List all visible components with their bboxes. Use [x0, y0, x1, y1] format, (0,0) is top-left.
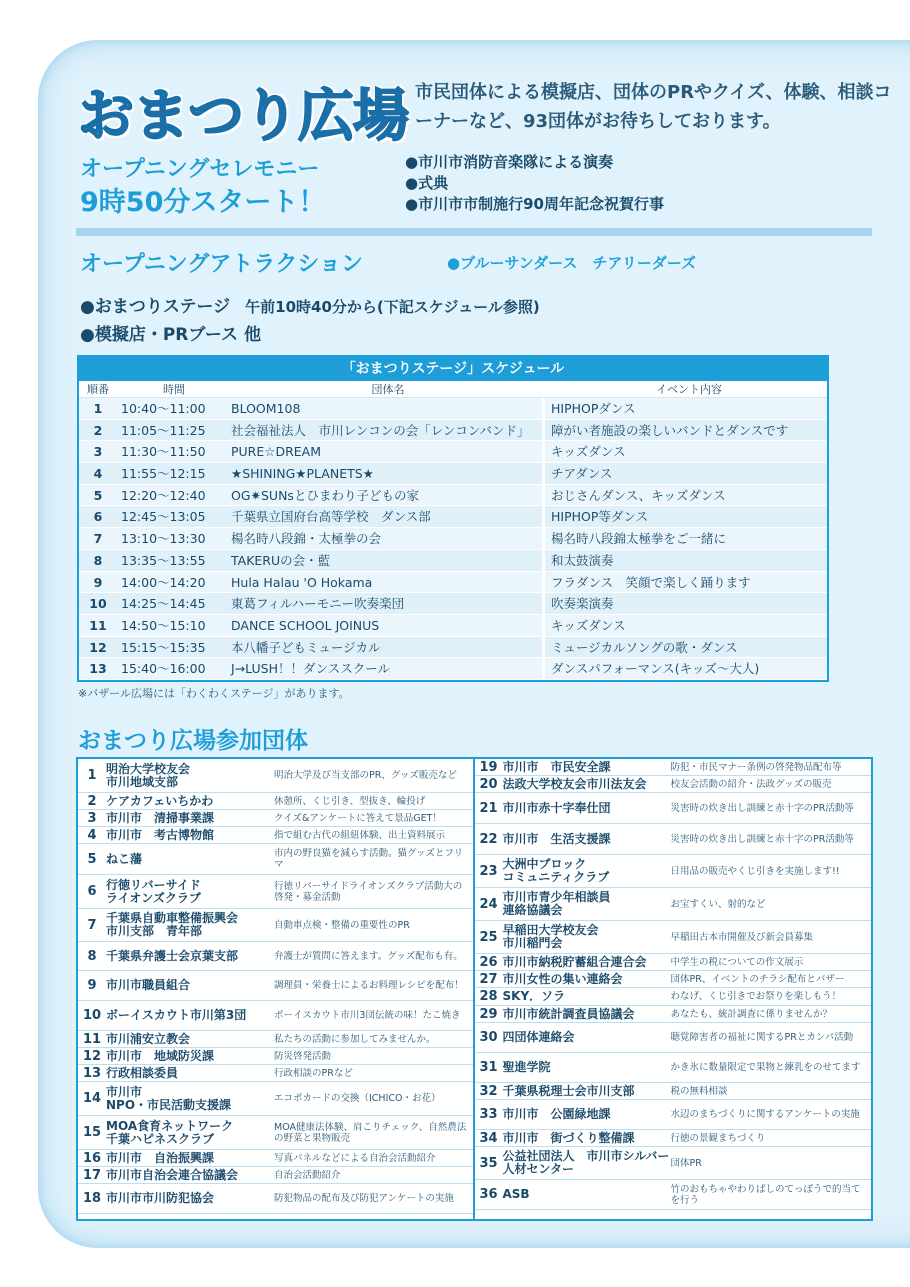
participant-name: 市川市青少年相談員 連絡協議会 — [502, 890, 611, 917]
participant-row — [78, 1065, 473, 1082]
schedule-note: ※バザール広場には「わくわくステージ」があります。 — [78, 687, 350, 700]
schedule-no: 7 — [93, 531, 103, 547]
participant-name: 市川市職員組合 — [106, 978, 191, 992]
schedule-group: 楊名時八段錦・太極拳の会 — [227, 528, 545, 549]
participant-name: 行政相談委員 — [106, 1065, 179, 1080]
participant-row — [475, 1130, 872, 1147]
participant-desc: 日用品の販売やくじ引きを実施します!! — [670, 865, 840, 877]
participant-name: MOA食育ネットワーク 千葉ハピネスクラブ — [106, 1118, 234, 1146]
schedule-group: OG✷SUNsとひまわり子どもの家 — [227, 485, 545, 506]
participant-no: 29 — [479, 1006, 498, 1022]
participant-no: 10 — [82, 1008, 102, 1023]
schedule-group: 千葉県立国府台高等学校 ダンス部 — [227, 506, 545, 527]
participant-no: 35 — [479, 1155, 498, 1171]
schedule-no: 5 — [93, 487, 103, 503]
schedule-event: チアダンス — [551, 466, 613, 482]
participant-no: 11 — [82, 1031, 102, 1047]
schedule-table — [77, 355, 829, 682]
schedule-row — [79, 420, 827, 442]
participant-no: 12 — [82, 1048, 102, 1064]
participant-desc: 税の無料相談 — [670, 1085, 728, 1097]
participant-no: 17 — [82, 1167, 102, 1183]
participant-no: 3 — [87, 810, 97, 826]
section-divider — [76, 228, 872, 236]
participant-name: 市川市納税貯蓄組合連合会 — [502, 954, 647, 969]
participant-no: 7 — [87, 917, 97, 933]
schedule-time: 13:10～13:30 — [121, 531, 206, 547]
schedule-rows — [79, 398, 827, 680]
schedule-row — [79, 658, 827, 680]
schedule-time: 14:25～14:45 — [121, 596, 206, 612]
schedule-row — [79, 463, 827, 485]
participant-no: 28 — [479, 989, 498, 1004]
schedule-group: ★SHINING★PLANETS★ — [227, 463, 545, 484]
participant-row — [78, 942, 473, 971]
schedule-group: PURE☆DREAM — [227, 441, 545, 462]
participant-no: 21 — [479, 800, 498, 816]
ceremony-time: 9時50分スタート！ — [80, 187, 326, 218]
participant-no: 24 — [479, 896, 498, 912]
participant-desc: 防災啓発活動 — [274, 1050, 332, 1062]
participant-row — [78, 1048, 473, 1065]
schedule-group: Hula Halau 'O Hokama — [227, 572, 545, 593]
participant-name: 市川女性の集い連絡会 — [502, 971, 623, 986]
participant-row — [475, 759, 872, 776]
participant-row — [475, 1147, 872, 1180]
participant-name: 公益社団法人 市川市シルバー人材センター — [502, 1149, 670, 1176]
participant-name: 市川市赤十字奉仕団 — [502, 800, 611, 815]
participant-row — [78, 875, 473, 909]
participant-desc: 水辺のまちづくりに関するアンケートの実施 — [670, 1109, 860, 1120]
ceremony-list — [405, 152, 664, 215]
participant-desc: 団体PR、イベントのチラシ配布とバザー — [670, 973, 845, 985]
schedule-no: 13 — [89, 661, 107, 677]
schedule-time: 12:45～13:05 — [121, 509, 206, 525]
participant-no: 9 — [87, 978, 97, 993]
participant-no: 2 — [87, 793, 97, 809]
participant-name: 市川市 自治振興課 — [106, 1150, 215, 1165]
participant-name: 千葉県税理士会市川支部 — [502, 1083, 635, 1098]
participant-no: 20 — [479, 776, 498, 792]
participant-desc: 休憩所、くじ引き、型抜き、輪投げ — [274, 795, 426, 807]
participant-desc: 行徳リバーサイドライオンズクラブ活動大の啓発・募金活動 — [274, 880, 463, 903]
participant-desc: 自動車点検・整備の重要性のPR — [274, 919, 410, 931]
participant-desc: ボーイスカウト市川3団伝統の味！たこ焼き — [274, 1010, 461, 1021]
participant-name: 行徳リバーサイド ライオンズクラブ — [106, 877, 201, 905]
participant-name: ケアカフェいちかわ — [106, 793, 214, 808]
schedule-no: 12 — [89, 639, 107, 655]
participants-left-column — [78, 759, 475, 1219]
schedule-group: DANCE SCHOOL JOINUS — [227, 615, 545, 636]
schedule-time: 11:55～12:15 — [121, 466, 206, 482]
schedule-group: 本八幡子どもミュージカル — [227, 637, 545, 658]
col-header-event: イベント内容 — [656, 383, 722, 396]
participant-no: 34 — [479, 1130, 498, 1146]
participant-desc: 防犯・市民マナー条例の啓発物品配布等 — [670, 761, 842, 773]
schedule-event: ダンスパフォーマンス(キッズ～大人) — [551, 661, 760, 677]
participant-name: 市川市 街づくり整備課 — [502, 1130, 635, 1145]
intro-text: 市民団体による模擬店、団体のPRやクイズ、体験、相談コーナーなど、93団体がお待ちしております。 — [415, 82, 892, 132]
participant-name: 市川浦安立教会 — [106, 1031, 191, 1046]
schedule-no: 1 — [93, 401, 103, 416]
participant-name: 明治大学校友会 市川地域支部 — [106, 761, 191, 789]
participant-name: 法政大学校友会市川法友会 — [502, 776, 647, 791]
schedule-row — [79, 572, 827, 594]
participant-desc: 写真パネルなどによる自治会活動紹介 — [274, 1152, 436, 1164]
schedule-time: 14:50～15:10 — [121, 617, 206, 633]
participant-desc: 調理員・栄養士によるお料理レシピを配布！ — [274, 980, 464, 991]
participant-name: 市川市 考古博物館 — [106, 827, 215, 842]
participant-row — [78, 844, 473, 875]
participant-row — [475, 793, 872, 824]
participant-name: ねこ藩 — [106, 851, 143, 866]
participant-desc: 行政相談のPRなど — [274, 1067, 353, 1079]
participant-no: 4 — [87, 827, 97, 843]
participant-no: 30 — [479, 1030, 498, 1045]
schedule-group: J→LUSH！！ダンススクール — [227, 658, 545, 679]
ceremony-title: オープニングセレモニー — [80, 157, 320, 182]
schedule-header-row — [79, 381, 827, 398]
page-title: おまつり広場 — [78, 84, 408, 149]
schedule-row — [79, 593, 827, 615]
participant-desc: クイズ&アンケートに答えて景品GET！ — [274, 812, 442, 824]
schedule-time: 11:05～11:25 — [121, 422, 206, 438]
participant-no: 15 — [82, 1125, 102, 1140]
schedule-group: 東葛フィルハーモニー吹奏楽団 — [227, 593, 545, 614]
participant-desc: 団体PR — [670, 1157, 702, 1169]
participant-desc: 聴覚障害者の福祉に関するPRとカンパ活動 — [670, 1032, 854, 1043]
participant-row — [475, 824, 872, 855]
participant-no: 18 — [82, 1191, 102, 1206]
schedule-no: 8 — [93, 552, 103, 568]
participant-desc: 災害時の炊き出し訓練と赤十字のPR活動等 — [670, 833, 854, 845]
participant-name: 聖進学院 — [502, 1060, 551, 1074]
participant-desc: 自治会活動紹介 — [274, 1169, 341, 1181]
schedule-no: 2 — [93, 422, 103, 438]
participant-no: 32 — [479, 1083, 498, 1099]
participant-desc: わなげ、くじ引きでお祭りを楽しもう！ — [670, 991, 842, 1002]
participant-desc: お宝すくい、射的など — [670, 898, 766, 910]
participant-no: 23 — [479, 863, 498, 879]
participant-no: 16 — [82, 1150, 102, 1166]
participant-row — [475, 1023, 872, 1053]
col-header-group: 団体名 — [371, 383, 405, 396]
ceremony-item: ●式典 — [405, 174, 449, 192]
participant-name: 市川市 地域防災課 — [106, 1048, 215, 1063]
participant-row — [78, 1031, 473, 1048]
schedule-event: キッズダンス — [551, 617, 626, 633]
participant-row — [475, 971, 872, 988]
participant-name: 市川市 NPO・市民活動支援課 — [106, 1084, 232, 1112]
ceremony-item: ●市川市市制施行90周年記念祝賀行事 — [405, 195, 664, 213]
participant-desc: 校友会活動の紹介・法政グッズの販売 — [670, 778, 832, 790]
participant-name: 四団体連絡会 — [502, 1030, 575, 1044]
participant-row — [78, 810, 473, 827]
participant-no: 33 — [479, 1107, 498, 1122]
participant-name: ASB — [502, 1187, 530, 1201]
participant-row — [78, 1001, 473, 1031]
participant-row — [475, 776, 872, 793]
participant-name: ボーイスカウト市川第3団 — [106, 1008, 247, 1022]
attraction-sub: ●ブルーサンダース チアリーダーズ — [447, 254, 697, 272]
participant-name: 市川市自治会連合協議会 — [106, 1167, 239, 1182]
participant-no: 31 — [479, 1060, 498, 1075]
participants-title: おまつり広場参加団体 — [78, 728, 308, 754]
participant-no: 8 — [87, 948, 97, 964]
schedule-time: 14:00～14:20 — [121, 574, 206, 590]
schedule-row — [79, 398, 827, 420]
participant-name: 早稲田大学校友会 市川稲門会 — [502, 923, 599, 950]
schedule-row — [79, 441, 827, 463]
participants-table — [76, 757, 873, 1221]
participant-row — [475, 921, 872, 954]
schedule-event: 吹奏楽演奏 — [551, 596, 614, 612]
participant-desc: 行徳の景観まちづくり — [670, 1132, 766, 1144]
schedule-event: 和太鼓演奏 — [551, 552, 614, 568]
schedule-event: おじさんダンス、キッズダンス — [551, 487, 726, 503]
participant-row — [475, 988, 872, 1006]
participant-row — [78, 1116, 473, 1150]
participant-desc: 防犯物品の配布及び防犯アンケートの実施 — [274, 1193, 454, 1204]
participant-row — [78, 1167, 473, 1184]
participant-desc: 指で組む古代の組紐体験、出土資料展示 — [274, 829, 446, 841]
participant-name: 市川市 公園緑地課 — [502, 1107, 611, 1121]
participant-name: 大洲中ブロック コミュニティクラブ — [502, 857, 610, 884]
participant-desc: 中学生の税についての作文展示 — [670, 956, 804, 968]
participant-row — [78, 1184, 473, 1214]
schedule-group: BLOOM108 — [227, 398, 545, 419]
schedule-no: 3 — [93, 444, 103, 460]
participant-no: 19 — [479, 759, 498, 775]
schedule-time: 15:40～16:00 — [121, 661, 206, 677]
participant-desc: かき氷に数量限定で果物と練乳をのせてます — [670, 1062, 861, 1073]
schedule-row — [79, 528, 827, 550]
stage-line-sub: 午前10時40分から(下記スケジュール参照) — [230, 298, 540, 316]
schedule-event: キッズダンス — [551, 444, 626, 460]
participant-desc: 竹のおもちゃやわりばしのてっぽうで的当てを行う — [670, 1183, 861, 1206]
schedule-event: ミュージカルソングの歌・ダンス — [551, 639, 738, 655]
participant-no: 27 — [479, 971, 498, 987]
participant-no: 14 — [82, 1091, 102, 1106]
schedule-no: 11 — [89, 617, 107, 633]
attraction-title: オープニングアトラクション — [80, 252, 363, 277]
participant-row — [78, 971, 473, 1001]
participant-name: 市川市市川防犯協会 — [106, 1191, 215, 1205]
participant-desc: 早稲田古本市開催及び新会員募集 — [670, 931, 814, 943]
participant-row — [475, 1083, 872, 1100]
participant-row — [78, 827, 473, 844]
participant-desc: 私たちの活動に参加してみませんか。 — [274, 1033, 436, 1045]
participant-no: 22 — [479, 831, 498, 847]
participant-name: 千葉県弁護士会京葉支部 — [106, 948, 239, 963]
participant-no: 13 — [82, 1065, 102, 1081]
participant-row — [475, 954, 872, 971]
participant-desc: 災害時の炊き出し訓練と赤十字のPR活動等 — [670, 802, 854, 814]
participant-name: 市川市 清掃事業課 — [106, 810, 215, 825]
schedule-group: TAKERUの会・藍 — [227, 550, 545, 571]
participant-row — [475, 855, 872, 888]
participant-row — [78, 909, 473, 942]
participant-row — [475, 1053, 872, 1083]
schedule-no: 10 — [89, 596, 107, 612]
ceremony-item: ●市川市消防音楽隊による演奏 — [405, 153, 614, 171]
participant-row — [78, 1082, 473, 1116]
schedule-row — [79, 550, 827, 572]
schedule-event: HIPHOPダンス — [551, 401, 636, 416]
schedule-time: 12:20～12:40 — [121, 487, 206, 503]
participant-row — [475, 1006, 872, 1023]
participant-no: 1 — [87, 768, 97, 783]
schedule-time: 10:40～11:00 — [121, 401, 206, 416]
participant-no: 6 — [87, 884, 97, 899]
stage-line — [80, 292, 540, 317]
participant-row — [78, 759, 473, 793]
participant-no: 5 — [87, 851, 97, 867]
participant-desc: 市内の野良猫を減らす活動。猫グッズとフリマ — [274, 848, 464, 870]
schedule-row — [79, 506, 827, 528]
participant-desc: 明治大学及び当支部のPR、グッズ販売など — [274, 770, 457, 781]
participant-no: 25 — [479, 929, 498, 945]
stage-line-main: ●おまつりステージ — [80, 297, 231, 317]
participant-name: 千葉県自動車整備振興会 市川支部 青年部 — [106, 911, 239, 938]
participant-row — [78, 1150, 473, 1167]
schedule-time: 11:30～11:50 — [121, 444, 206, 460]
schedule-no: 4 — [93, 466, 103, 482]
participant-desc: 弁護士が質問に答えます。グッズ配布も有。 — [274, 950, 463, 962]
participant-name: 市川市統計調査員協議会 — [502, 1006, 635, 1021]
participant-name: SKY．ソラ — [502, 989, 566, 1003]
schedule-group: 社会福祉法人 市川レンコンの会「レンコンバンド」 — [227, 420, 545, 441]
participant-row — [475, 1180, 872, 1210]
participants-right-column — [475, 759, 872, 1219]
col-header-no: 順番 — [87, 383, 109, 396]
participant-desc: MOA健康法体験、肩こりチェック、自然農法の野菜と果物販売 — [274, 1121, 467, 1144]
schedule-no: 6 — [93, 509, 103, 525]
participant-row — [475, 888, 872, 921]
participant-row — [475, 1100, 872, 1130]
schedule-event: 障がい者施設の楽しいバンドとダンスです — [551, 422, 789, 438]
col-header-time: 時間 — [163, 383, 185, 396]
participant-row — [78, 793, 473, 810]
schedule-row — [79, 637, 827, 659]
shop-line: ●模擬店・PRブース 他 — [80, 325, 261, 345]
participant-desc: あなたも、統計調査に係りませんか？ — [670, 1008, 833, 1020]
schedule-time: 15:15～15:35 — [121, 639, 206, 655]
schedule-row — [79, 485, 827, 507]
participant-no: 36 — [479, 1187, 498, 1202]
participant-name: 市川市 生活支援課 — [502, 831, 611, 846]
schedule-event: 楊名時八段錦太極拳をご一緒に — [551, 531, 727, 547]
schedule-row — [79, 615, 827, 637]
participant-name: 市川市 市民安全課 — [502, 759, 611, 774]
participant-no: 26 — [479, 954, 498, 970]
participant-desc: エコポカードの交換（ICHICO・お花） — [274, 1093, 441, 1104]
schedule-no: 9 — [93, 574, 103, 590]
schedule-title: 「おまつりステージ」スケジュール — [79, 357, 827, 381]
schedule-time: 13:35～13:55 — [121, 552, 206, 568]
schedule-event: フラダンス 笑顔で楽しく踊ります — [551, 574, 751, 590]
schedule-event: HIPHOP等ダンス — [551, 509, 649, 525]
